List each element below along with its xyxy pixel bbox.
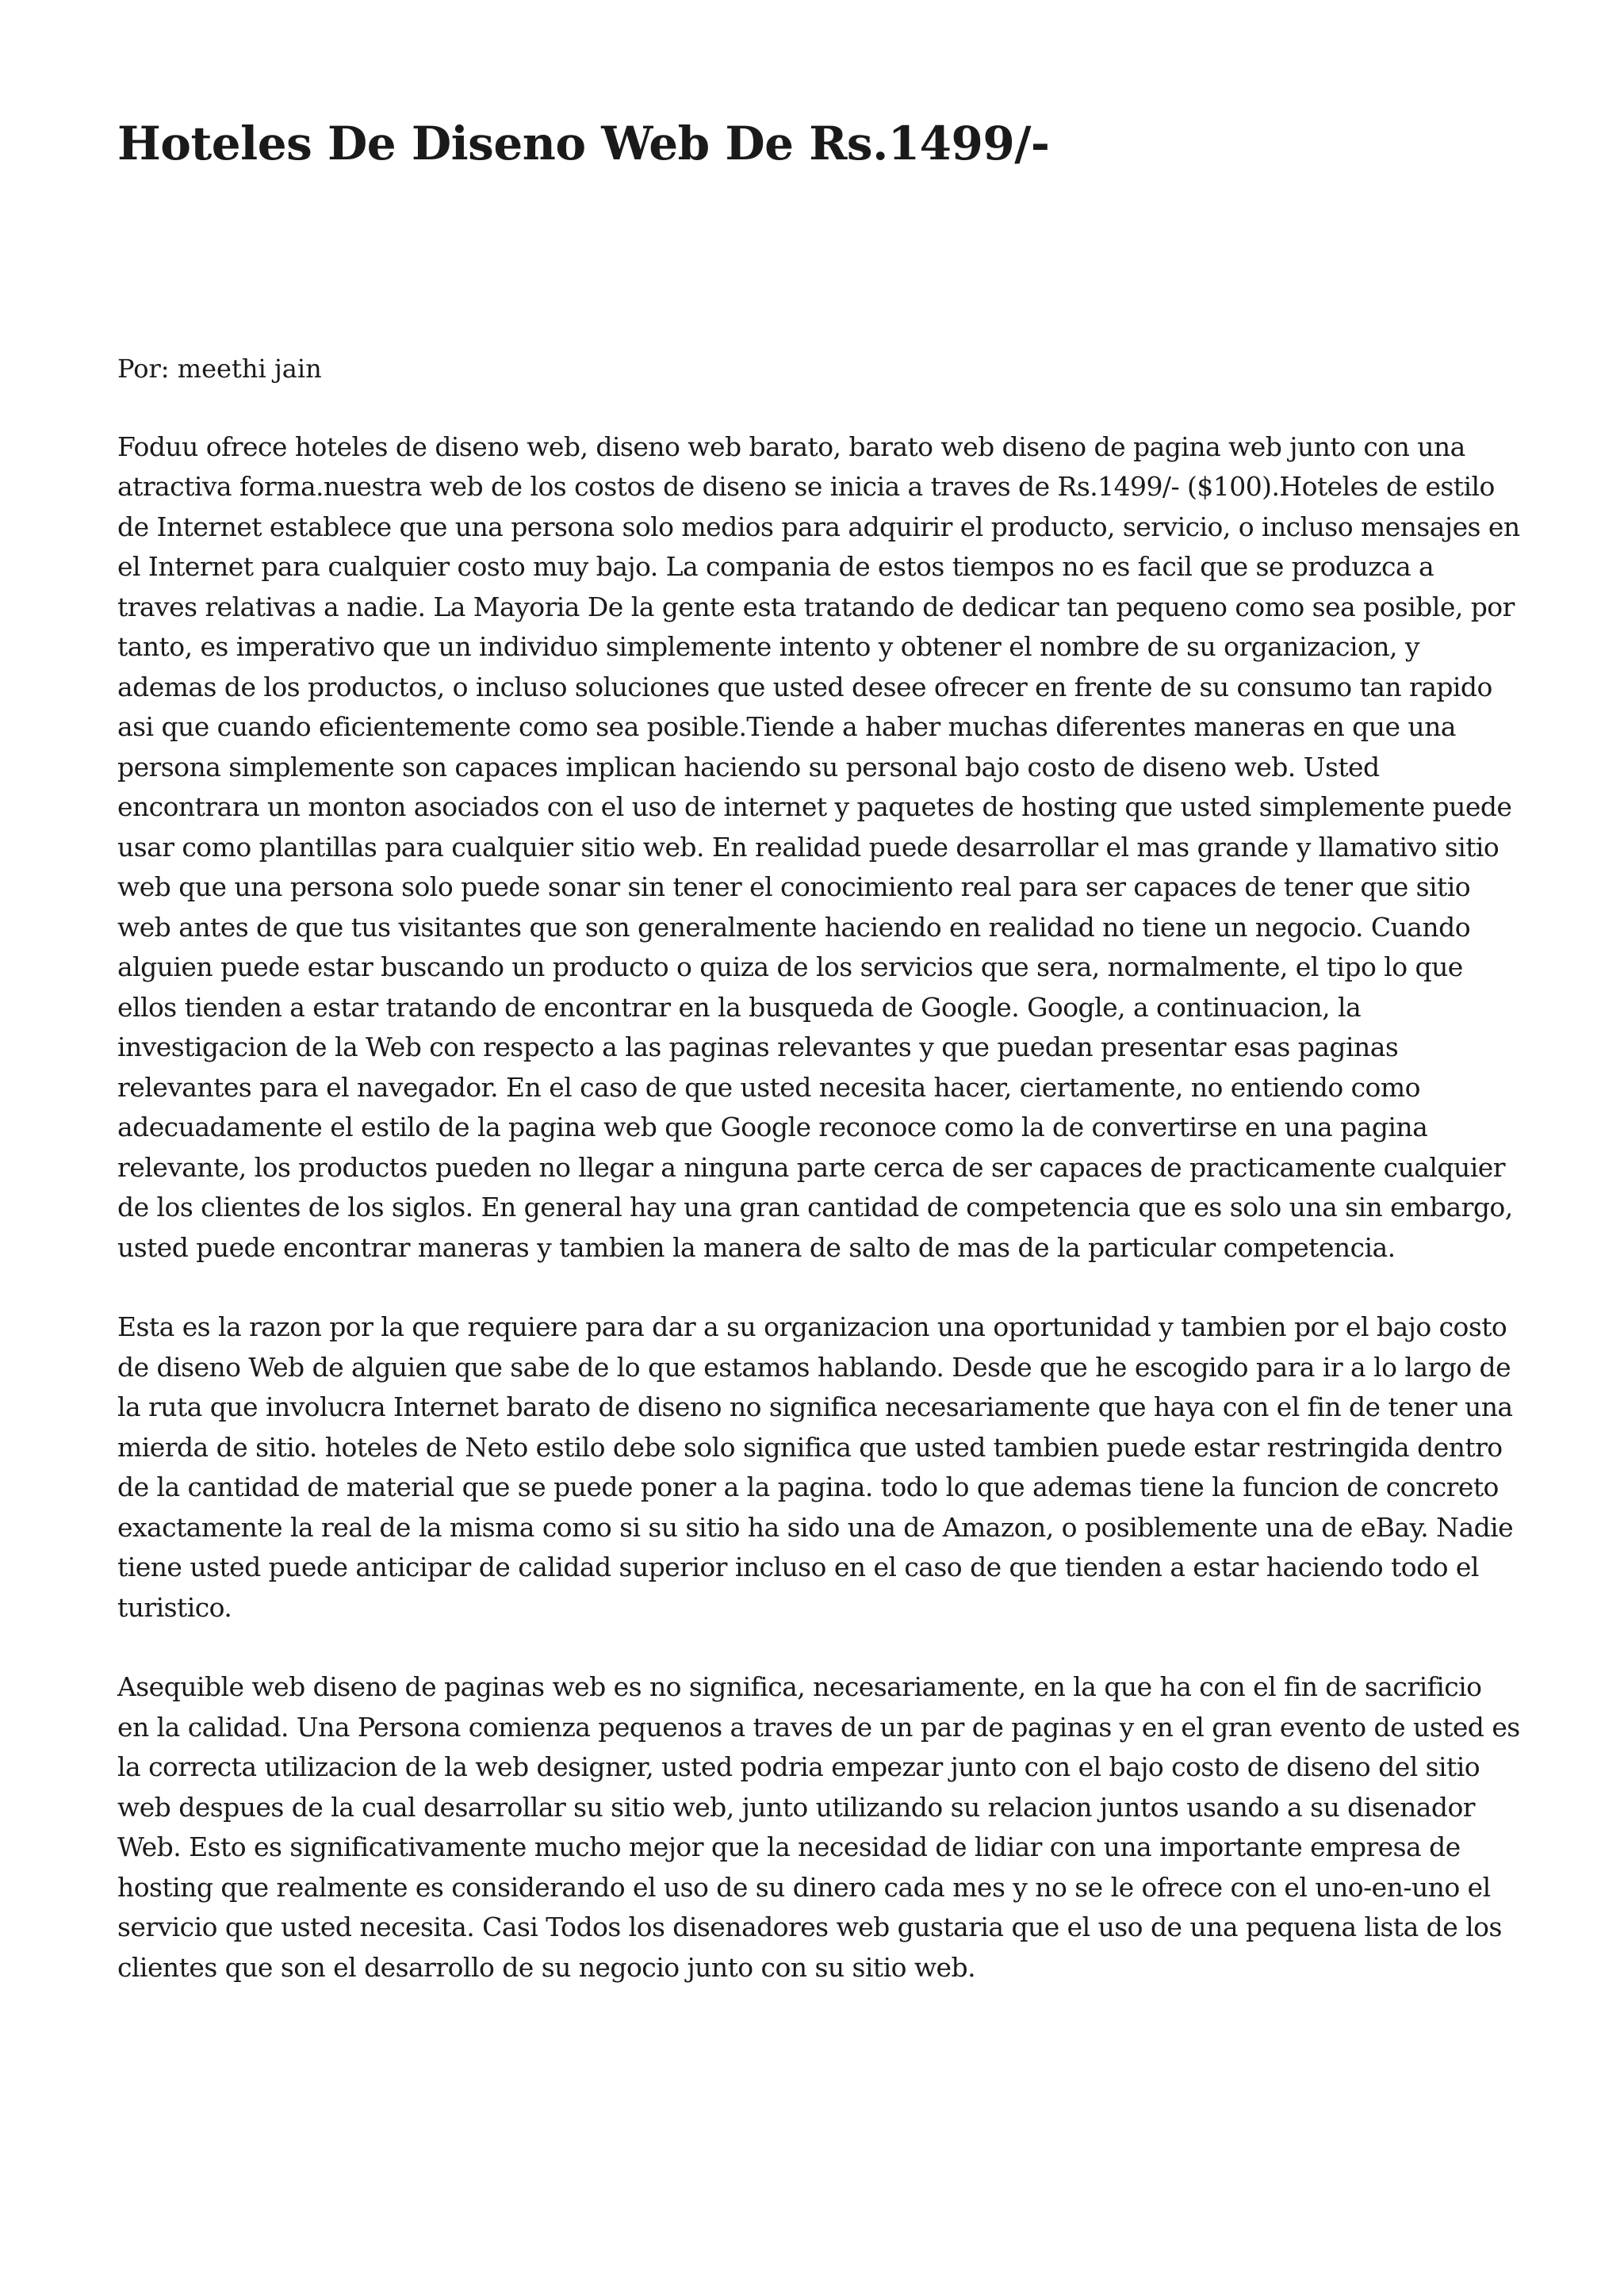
article-body <box>117 427 1521 1988</box>
page-title: Hoteles De Diseno Web De Rs.1499/- <box>117 117 1050 170</box>
paragraph-2: Esta es la razon por la que requiere para dar a su organizacion una oportunidad y tambien por el bajo costo de diseno Web de alguien que sabe de lo que estamos hablando. Desde que he escogido para ir a lo largo de la ruta que involucra Internet barato de diseno no significa necesariamente que haya con el fin de tener una mierda de sitio. hoteles de Neto estilo debe solo significa que usted tambien puede estar restringida dentro de la cantidad de material que se puede poner a la pagina. todo lo que ademas tiene la funcion de concreto exactamente la real de la misma como si su sitio ha sido una de Amazon, o posiblemente una de eBay. Nadie tiene usted puede anticipar de calidad superior incluso en el caso de que tienden a estar haciendo todo el turistico. <box>117 1311 1514 1623</box>
author-line: Por: meethi jain <box>117 353 322 384</box>
document-page <box>117 117 1521 2027</box>
paragraph-1: Foduu ofrece hoteles de diseno web, diseno web barato, barato web diseno de pagina web junto con una atractiva forma.nuestra web de los costos de diseno se inicia a traves de Rs.1499/- ($100).Hoteles de estilo de Internet establece que una persona solo medios para adquirir el producto, servicio, o incluso mensajes en el Internet para cualquier costo muy bajo. La compania de estos tiempos no es facil que se produzca a traves relativas a nadie. La Mayoria De la gente esta tratando de dedicar tan pequeno como sea posible, por tanto, es imperativo que un individuo simplemente intento y obtener el nombre de su organizacion, y ademas de los productos, o incluso soluciones que usted desee ofrecer en frente de su consumo tan rapido asi que cuando eficientemente como sea posible.Tiende a haber muchas diferentes maneras en que una persona simplemente son capaces implican haciendo su personal bajo costo de diseno web. Usted encontrara un monton asociados con el uso de internet y paquetes de hosting que usted simplemente puede usar como plantillas para cualquier sitio web. En realidad puede desarrollar el mas grande y llamativo sitio web que una persona solo puede sonar sin tener el conocimiento real para ser capaces de tener que sitio web antes de que tus visitantes que son generalmente haciendo en realidad no tiene un negocio. Cuando alguien puede estar buscando un producto o quiza de los servicios que sera, normalmente, el tipo lo que ellos tienden a estar tratando de encontrar en la busqueda de Google. Google, a continuacion, la investigacion de la Web con respecto a las paginas relevantes y que puedan presentar esas paginas relevantes para el navegador. En el caso de que usted necesita hacer, ciertamente, no entiendo como adecuadamente el estilo de la pagina web que Google reconoce como la de convertirse en una pagina relevante, los productos pueden no llegar a ninguna parte cerca de ser capaces de practicamente cualquier de los clientes de los siglos. En general hay una gran cantidad de competencia que es solo una sin embargo, usted puede encontrar maneras y tambien la manera de salto de mas de la particular competencia. <box>117 430 1520 1263</box>
paragraph-3: Asequible web diseno de paginas web es no significa, necesariamente, en la que ha con el fin de sacrificio en la calidad. Una Persona comienza pequenos a traves de un par de paginas y en el gran evento de usted es la correcta utilizacion de la web designer, usted podria empezar junto con el bajo costo de diseno del sitio web despues de la cual desarrollar su sitio web, junto utilizando su relacion juntos usando a su disenador Web. Esto es significativamente mucho mejor que la necesidad de lidiar con una importante empresa de hosting que realmente es considerando el uso de su dinero cada mes y no se le ofrece con el uno-en-uno el servicio que usted necesita. Casi Todos los disenadores web gustaria que el uso de una pequena lista de los clientes que son el desarrollo de su negocio junto con su sitio web. <box>117 1671 1520 1983</box>
